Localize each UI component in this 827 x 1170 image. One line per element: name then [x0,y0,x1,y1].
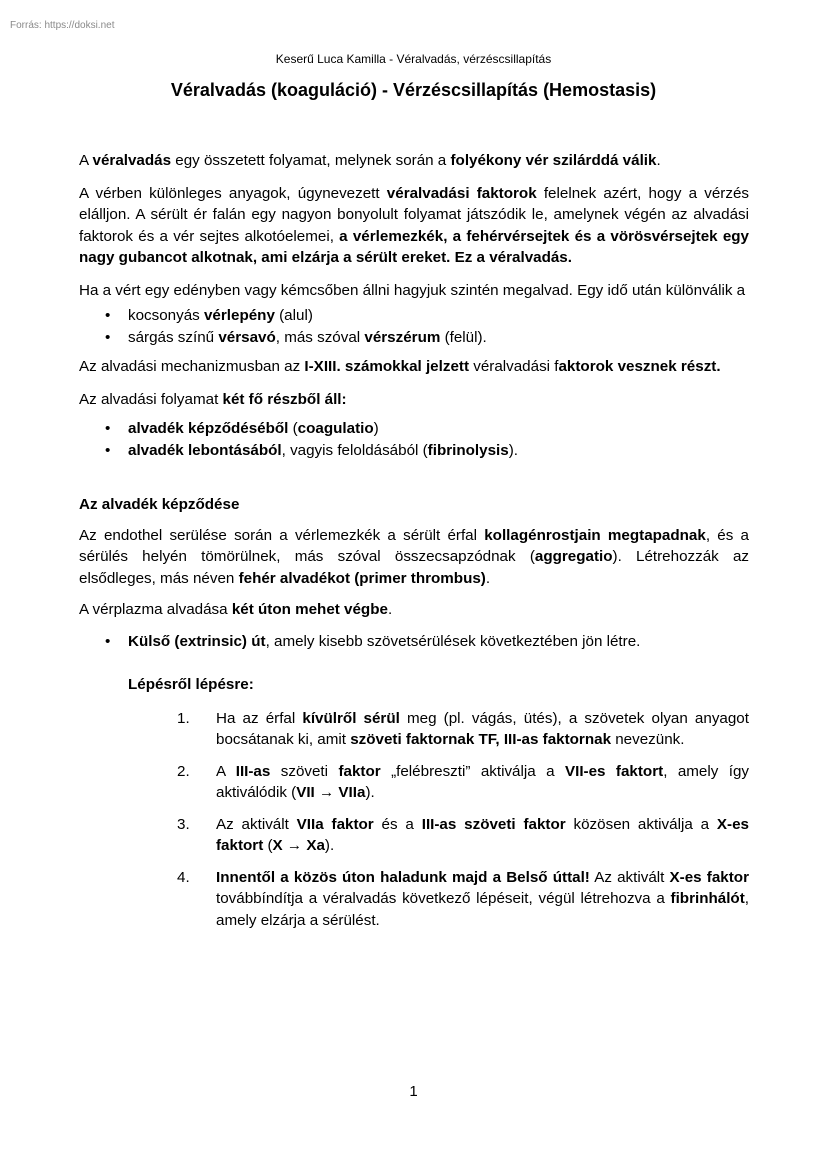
text: Az alvadási folyamat [79,390,223,408]
text: „felébreszti” aktiválja a [380,762,565,780]
bold-text: III-as [235,762,271,780]
bold-text: vérszérum [364,328,441,346]
list-item [79,327,749,349]
step-item [79,867,749,932]
text: A vérben különleges anyagok, úgynevezett [79,184,387,202]
bullet-icon: • [105,441,111,459]
paragraph-intro [79,150,749,172]
section-heading: Az alvadék képződése [79,496,240,513]
steps-heading: Lépésről lépésre: [128,676,254,693]
text: , amely elzárja a sérülést. [216,890,749,929]
running-header: Keserű Luca Kamilla - Véralvadás, vérzéscsillapítás [275,52,552,66]
bold-text: kívülről sérül [302,709,400,727]
text: (felül). [440,328,487,346]
paragraph-tube [79,280,749,302]
text: felelnek azért, hogy a vérzés elálljon. A sérült ér falán egy nagyon bonyolult folyamat játszódik le, amelynek végén az alvadási faktorok és a vér sejtes alkotóelemei, [79,184,749,245]
text: → [282,837,307,854]
bold-text: a vérlemezkék, a fehérvérsejtek és a vörösvérsejtek egy nagy gubancot alkotnak, ami elzárja a sérült ereket. Ez a véralvadás. [79,227,749,266]
external-description [128,631,749,653]
text: meg (pl. vágás, ütés), a szövetek olyan anyagot bocsátanak ki, amit [216,709,749,748]
bold-text: VII-es faktort [564,762,664,780]
bold-text: X-es faktort [216,815,750,854]
text: ). Létrehozzák az elsődleges, más néven [79,548,749,587]
bold-text: Innentől a közös úton haladunk majd a Belső úttal! [216,868,590,886]
bold-text: X-es faktor [669,868,749,886]
text: A [216,762,236,780]
bold-text: fibrinolysis [427,441,509,459]
text: ) [373,420,379,437]
bold-text: VII [296,784,315,801]
text: , és a sérülés helyén tömörülnek, más szóval összecsapzódnak ( [79,526,749,565]
text: ( [288,420,298,437]
bold-text: aktorok vesznek részt. [558,358,721,375]
text: véralvadási f [469,358,559,375]
text: közösen aktiválja a [565,815,717,833]
text: és a [373,815,422,833]
text: kocsonyás [128,307,204,324]
bold-text: alvadék képződéséből [128,420,289,437]
text: . [485,569,491,587]
bullet-icon: • [105,328,111,346]
list-pathways [79,631,749,696]
paragraph-mechanism [79,356,749,378]
steps-list [79,708,749,932]
bullet-icon: • [105,420,111,437]
text: Az aktivált [589,868,670,886]
text: A [79,152,93,169]
document-body [79,150,749,931]
text: szöveti [270,762,339,780]
text: ). [508,441,518,459]
step-item [79,761,749,804]
step-item [79,814,749,857]
bold-text: fehér alvadékot (primer thrombus) [238,569,486,587]
source-note: Forrás: https://doksi.net [10,20,115,31]
text: , amely így aktiválódik ( [216,762,750,801]
page-number: 1 [409,1083,418,1100]
list-item [79,418,749,440]
bold-text: alvadék lebontásából [128,441,282,459]
text: Ha az érfal [216,709,303,727]
text: ( [263,837,273,854]
bold-text: véralvadási faktorok [386,184,537,202]
bold-text: coagulatio [297,420,374,437]
bullet-icon: • [105,307,111,324]
bold-text: I-XIII. számokkal jelzett [304,358,469,375]
bold-text: vérsavó [218,328,276,346]
text: . [387,601,393,618]
bold-text: Xa [306,837,325,854]
list-item-external [79,631,749,696]
list-separation [79,305,749,348]
bold-text: III-as szöveti faktor [421,815,566,833]
bold-text: faktor [338,762,381,780]
bold-text: két fő részből áll: [222,390,347,408]
bold-text: VIIa [338,784,366,801]
bullet-icon: • [105,632,111,650]
paragraph-factors [79,183,749,269]
bold-text: Külső (extrinsic) út [128,632,266,650]
text: Az aktivált [216,815,297,833]
step-item [79,708,749,751]
bold-text: fibrinhálót [670,890,745,907]
bold-text: vérlepény [203,307,275,324]
list-item [79,305,749,327]
step-number: 2. [177,762,190,780]
text: továbbíndítja a véralvadás következő lépéseit, végül létrehozva a [216,890,671,907]
text: A vérplazma alvadása [79,601,232,618]
text: Az endothel serülése során a vérlemezkék a sérült érfal [79,526,485,544]
step-number: 4. [177,868,190,886]
bold-text: VIIa faktor [296,815,374,833]
list-item [79,440,749,462]
paragraph-plasma [79,599,749,621]
document-title: Véralvadás (koaguláció) - Vérzéscsillapítás (Hemostasis) [170,80,657,100]
text: ). [324,837,335,854]
text: (alul) [274,307,313,324]
step-number: 1. [177,709,190,727]
bold-text: aggregatio [534,548,613,565]
text: , vagyis feloldásából ( [281,441,428,459]
step-number: 3. [177,815,190,833]
text: , más szóval [275,328,365,346]
bold-text: X [272,837,283,854]
bold-text: szöveti faktornak TF, III-as faktornak [350,731,612,748]
bold-text: folyékony vér szilárddá válik [450,152,657,169]
list-parts [79,418,749,461]
bold-text: véralvadás [92,152,172,169]
text: nevezünk. [611,731,685,748]
paragraph-endothel [79,525,749,590]
paragraph-parts [79,389,749,411]
bold-text: kollagénrostjain megtapadnak [484,526,706,544]
bold-text: két úton mehet végbe [231,601,388,618]
text: ). [365,784,375,801]
text: . [656,152,661,169]
text: → [314,784,339,801]
text: , amely kisebb szövetsérülések következtében jön létre. [265,632,641,650]
text: egy összetett folyamat, melynek során a [171,152,451,169]
text: Az alvadási mechanizmusban az [79,358,305,375]
text: sárgás színű [128,328,219,346]
text: Ha a vért egy edényben vagy kémcsőben állni hagyjuk szintén megalvad. Egy idő után különválik a [79,281,746,299]
